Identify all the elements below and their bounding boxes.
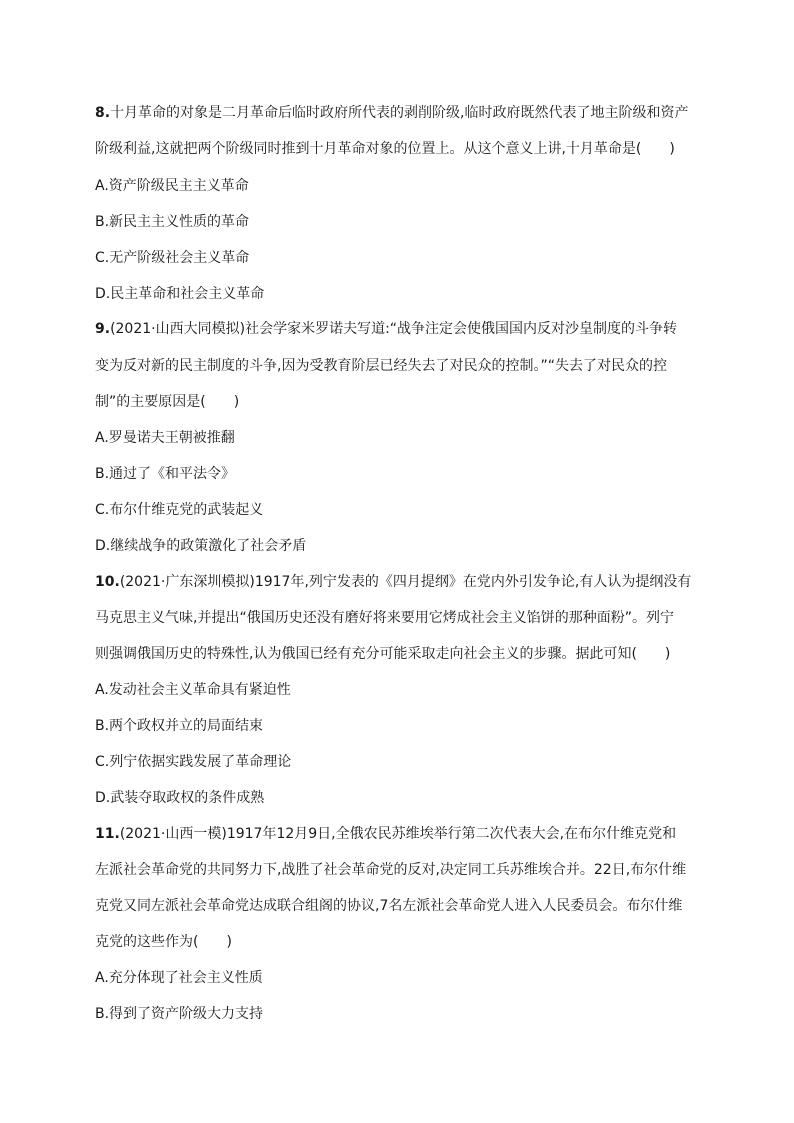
question-8-number: 8. bbox=[95, 105, 111, 121]
question-10-stem-line-3: 则强调俄国历史的特殊性,认为俄国已经有充分可能采取走向社会主义的步骤。据此可知( ) bbox=[95, 646, 671, 662]
question-11-stem-line-4: 克党的这些作为( ) bbox=[95, 934, 232, 950]
question-10-option-d: D.武装夺取政权的条件成熟 bbox=[95, 790, 265, 806]
question-11-stem-line-1: 11.(2021·山西一模)1917年12月9日,全俄农民苏维埃举行第二次代表大会,在布尔什维克党和 bbox=[95, 826, 677, 842]
question-11-stem-line-3: 克党又同左派社会革命党达成联合组阁的协议,7名左派社会革命党人进入人民委员会。布尔什维 bbox=[95, 898, 683, 914]
question-8-option-d: D.民主革命和社会主义革命 bbox=[95, 286, 265, 302]
question-10-option-b: B.两个政权并立的局面结束 bbox=[95, 718, 264, 734]
question-9-option-d: D.继续战争的政策激化了社会矛盾 bbox=[95, 538, 307, 554]
question-10-stem-line-2: 马克思主义气味,并提出“俄国历史还没有磨好将来要用它烤成社会主义馅饼的那种面粉”。列宁 bbox=[95, 610, 674, 626]
question-9-stem-line-3: 制”的主要原因是( ) bbox=[95, 394, 240, 410]
question-8-stem-line-1: 8.十月革命的对象是二月革命后临时政府所代表的剥削阶级,临时政府既然代表了地主阶级和资产 bbox=[95, 105, 689, 121]
question-8-option-c: C.无产阶级社会主义革命 bbox=[95, 250, 250, 266]
question-11-number: 11. bbox=[95, 826, 120, 842]
question-9-number: 9. bbox=[95, 321, 111, 337]
question-10-number: 10. bbox=[95, 574, 120, 590]
question-8-option-a: A.资产阶级民主主义革命 bbox=[95, 178, 249, 194]
question-11-option-b: B.得到了资产阶级大力支持 bbox=[95, 1006, 264, 1022]
question-9-stem-line-2: 变为反对新的民主制度的斗争,因为受教育阶层已经失去了对民众的控制。”“失去了对民众的控 bbox=[95, 358, 667, 374]
question-9-option-b: B.通过了《和平法令》 bbox=[95, 466, 236, 482]
question-8-stem-line-2: 阶级利益,这就把两个阶级同时推到十月革命对象的位置上。从这个意义上讲,十月革命是( ) bbox=[95, 141, 675, 157]
question-10-option-a: A.发动社会主义革命具有紧迫性 bbox=[95, 682, 291, 698]
question-11-stem-line-2: 左派社会革命党的共同努力下,战胜了社会革命党的反对,决定同工兵苏维埃合并。22日,布尔什维 bbox=[95, 862, 687, 878]
question-9-option-c: C.布尔什维克党的武装起义 bbox=[95, 502, 264, 518]
question-11-option-a: A.充分体现了社会主义性质 bbox=[95, 970, 263, 986]
question-9-stem-line-1: 9.(2021·山西大同模拟)社会学家米罗诺夫写道:“战争注定会使俄国国内反对沙皇制度的斗争转 bbox=[95, 321, 678, 337]
question-10-option-c: C.列宁依据实践发展了革命理论 bbox=[95, 754, 292, 770]
question-10-stem-line-1: 10.(2021·广东深圳模拟)1917年,列宁发表的《四月提纲》在党内外引发争论,有人认为提纲没有 bbox=[95, 574, 692, 590]
question-8-option-b: B.新民主主义性质的革命 bbox=[95, 214, 250, 230]
question-9-option-a: A.罗曼诺夫王朝被推翻 bbox=[95, 430, 235, 446]
